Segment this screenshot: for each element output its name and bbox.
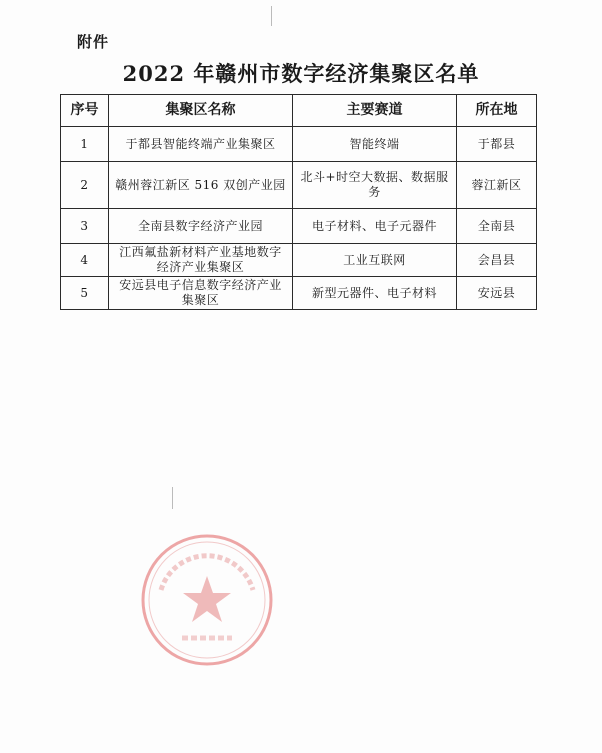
cell-name-line: 江西氟盐新材料产业基地数字 bbox=[119, 245, 282, 259]
cell-track: 电子材料、电子元器件 bbox=[293, 209, 457, 244]
cell-name-line: 经济产业集聚区 bbox=[156, 260, 245, 274]
table-row bbox=[61, 244, 537, 277]
cell-no: 5 bbox=[61, 277, 109, 310]
cell-location: 于都县 bbox=[457, 127, 537, 162]
cell-location: 安远县 bbox=[457, 277, 537, 310]
header-name: 集聚区名称 bbox=[109, 95, 293, 127]
cell-name: 全南县数字经济产业园 bbox=[109, 209, 293, 244]
table-row bbox=[61, 277, 537, 310]
cell-track: 智能终端 bbox=[293, 127, 457, 162]
cell-track: 北斗+时空大数据、数据服务 bbox=[293, 162, 457, 209]
cluster-table bbox=[60, 94, 537, 310]
table-row bbox=[61, 162, 537, 209]
cell-name-line: 安远县电子信息数字经济产业 bbox=[119, 278, 282, 292]
cell-name: 于都县智能终端产业集聚区 bbox=[109, 127, 293, 162]
cell-track: 工业互联网 bbox=[293, 244, 457, 277]
cell-track: 新型元器件、电子材料 bbox=[293, 277, 457, 310]
table-row bbox=[61, 209, 537, 244]
scan-mark bbox=[172, 487, 173, 509]
table-header-row bbox=[61, 95, 537, 127]
header-track: 主要赛道 bbox=[293, 95, 457, 127]
cell-name: 赣州蓉江新区 516 双创产业园 bbox=[109, 162, 293, 209]
cell-no: 4 bbox=[61, 244, 109, 277]
official-seal-icon bbox=[137, 530, 277, 670]
cell-no: 3 bbox=[61, 209, 109, 244]
cell-location: 蓉江新区 bbox=[457, 162, 537, 209]
table-row bbox=[61, 127, 537, 162]
cell-no: 2 bbox=[61, 162, 109, 209]
cell-name-line: 集聚区 bbox=[181, 293, 220, 307]
attachment-label: 附件 bbox=[77, 33, 110, 51]
cell-no: 1 bbox=[61, 127, 109, 162]
cell-location: 全南县 bbox=[457, 209, 537, 244]
page-title: 2022 年赣州市数字经济集聚区名单 bbox=[122, 61, 480, 86]
header-no: 序号 bbox=[61, 95, 109, 127]
cell-name bbox=[109, 277, 293, 310]
scan-mark bbox=[271, 6, 272, 26]
cell-name bbox=[109, 244, 293, 277]
header-location: 所在地 bbox=[457, 95, 537, 127]
cell-location: 会昌县 bbox=[457, 244, 537, 277]
